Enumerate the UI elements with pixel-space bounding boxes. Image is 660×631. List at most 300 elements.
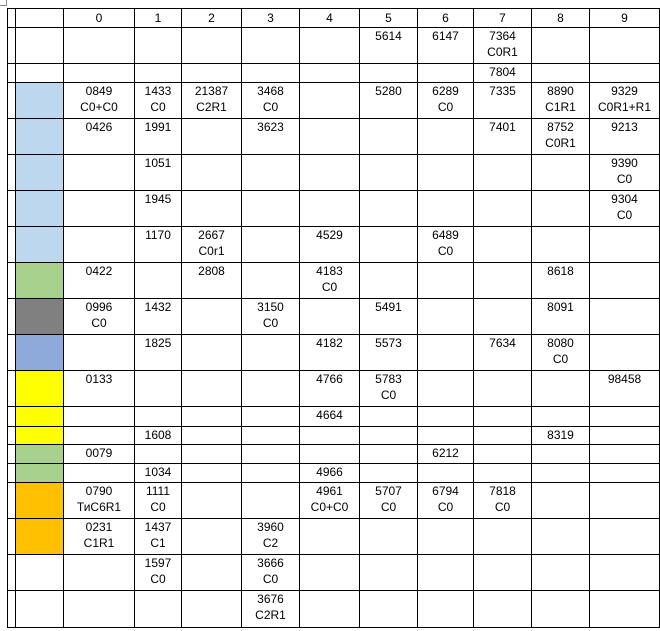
cell-value: 3468 — [257, 84, 284, 98]
table-row — [8, 191, 660, 227]
row-spacer-cell — [8, 155, 16, 191]
table-cell[interactable] — [300, 483, 360, 519]
table-cell[interactable] — [182, 591, 242, 628]
table-cell[interactable] — [590, 119, 660, 155]
table-cell[interactable] — [590, 28, 660, 64]
table-cell[interactable] — [182, 464, 242, 483]
table-cell[interactable] — [182, 483, 242, 519]
table-cell[interactable] — [300, 299, 360, 335]
cell-value: 3960 — [257, 520, 284, 534]
table-cell[interactable] — [418, 263, 474, 299]
table-cell[interactable] — [64, 28, 135, 64]
table-cell[interactable] — [135, 427, 182, 445]
table-cell[interactable] — [135, 155, 182, 191]
cell-value: 5707 — [375, 484, 402, 498]
table-cell[interactable] — [64, 464, 135, 483]
row-spacer-cell — [8, 299, 16, 335]
table-cell[interactable] — [418, 591, 474, 628]
table-cell[interactable] — [242, 335, 300, 371]
table-cell[interactable] — [532, 483, 590, 519]
table-row — [8, 371, 660, 407]
table-cell[interactable] — [418, 64, 474, 83]
table-cell[interactable] — [474, 483, 532, 519]
table-cell[interactable] — [182, 555, 242, 591]
cell-value: 2808 — [198, 264, 225, 278]
table-cell[interactable] — [360, 483, 418, 519]
cell-value: 1825 — [144, 336, 172, 350]
column-header: 2 — [182, 9, 242, 28]
table-cell[interactable] — [590, 335, 660, 371]
table-cell[interactable] — [418, 555, 474, 591]
table-cell[interactable] — [418, 155, 474, 191]
table-cell[interactable] — [64, 519, 135, 555]
cell-value: 5614 — [375, 29, 402, 43]
table-cell[interactable] — [474, 83, 532, 119]
table-cell[interactable] — [182, 519, 242, 555]
cell-value: 9304 — [611, 192, 638, 206]
table-cell[interactable] — [590, 83, 660, 119]
cell-value: 0790 — [85, 484, 113, 498]
cell-code: C0 — [91, 316, 107, 330]
cell-value: 9329 — [611, 84, 638, 98]
table-cell[interactable] — [135, 83, 182, 119]
table-cell[interactable] — [360, 83, 418, 119]
table-cell[interactable] — [64, 227, 135, 263]
table-cell[interactable] — [360, 263, 418, 299]
cell-value: 4961 — [316, 484, 343, 498]
cell-value: 7818 — [489, 484, 516, 498]
cell-code: C0 — [552, 352, 569, 366]
table-cell[interactable] — [590, 555, 660, 591]
cell-value: 0079 — [85, 446, 113, 460]
cell-value: 9390 — [611, 156, 638, 170]
cell-value: 7634 — [489, 336, 516, 350]
table-cell[interactable] — [242, 155, 300, 191]
cell-value: 6489 — [432, 228, 459, 242]
cell-value: 1597 — [144, 556, 172, 570]
table-cell[interactable] — [242, 519, 300, 555]
table-cell[interactable] — [135, 464, 182, 483]
cell-value: 1991 — [144, 120, 172, 134]
table-cell[interactable] — [64, 83, 135, 119]
table-cell[interactable] — [532, 191, 590, 227]
cell-value: 8319 — [547, 428, 574, 442]
table-row — [8, 483, 660, 519]
table-cell[interactable] — [182, 335, 242, 371]
cell-value: 5573 — [375, 336, 402, 350]
table-cell[interactable] — [532, 263, 590, 299]
table-cell[interactable] — [418, 191, 474, 227]
table-cell[interactable] — [590, 191, 660, 227]
table-row — [8, 519, 660, 555]
cell-code: C0R1 — [487, 45, 518, 59]
table-cell[interactable] — [182, 155, 242, 191]
table-cell[interactable] — [360, 299, 418, 335]
table-cell[interactable] — [135, 335, 182, 371]
table-cell[interactable] — [360, 227, 418, 263]
table-cell[interactable] — [242, 555, 300, 591]
table-cell[interactable] — [242, 227, 300, 263]
table-cell[interactable] — [590, 299, 660, 335]
table-cell[interactable] — [474, 299, 532, 335]
table-cell[interactable] — [300, 28, 360, 64]
table-cell[interactable] — [135, 407, 182, 427]
row-spacer-cell — [8, 119, 16, 155]
table-cell[interactable] — [135, 299, 182, 335]
cell-value: 7401 — [489, 120, 516, 134]
table-cell[interactable] — [474, 227, 532, 263]
table-cell[interactable] — [360, 371, 418, 407]
table-cell[interactable] — [182, 371, 242, 407]
table-cell[interactable] — [532, 427, 590, 445]
table-cell[interactable] — [182, 28, 242, 64]
cell-value: 8618 — [547, 264, 574, 278]
table-cell[interactable] — [360, 519, 418, 555]
table-cell[interactable] — [300, 83, 360, 119]
table-cell[interactable] — [135, 227, 182, 263]
table-cell[interactable] — [135, 64, 182, 83]
cell-code: C0 — [616, 172, 633, 186]
cell-value: 4766 — [316, 372, 343, 386]
table-cell[interactable] — [64, 263, 135, 299]
table-cell[interactable] — [360, 119, 418, 155]
cell-code: C2 — [262, 536, 279, 550]
table-cell[interactable] — [532, 555, 590, 591]
table-cell[interactable] — [360, 64, 418, 83]
column-header: 8 — [532, 9, 590, 28]
table-cell[interactable] — [242, 591, 300, 628]
table-cell[interactable] — [360, 407, 418, 427]
table-cell[interactable] — [474, 464, 532, 483]
table-cell[interactable] — [64, 335, 135, 371]
header-row — [8, 9, 660, 28]
table-cell[interactable] — [418, 83, 474, 119]
cell-value: 5491 — [375, 300, 402, 314]
table-row — [8, 227, 660, 263]
row-color-swatch — [16, 407, 64, 427]
cell-value: 3676 — [257, 592, 284, 606]
table-cell[interactable] — [135, 555, 182, 591]
cell-value: 0422 — [85, 264, 113, 278]
table-cell[interactable] — [360, 464, 418, 483]
table-cell[interactable] — [64, 555, 135, 591]
table-cell[interactable] — [418, 371, 474, 407]
table-cell[interactable] — [135, 371, 182, 407]
table-cell[interactable] — [135, 519, 182, 555]
table-cell[interactable] — [418, 407, 474, 427]
table-cell[interactable] — [242, 483, 300, 519]
cell-code: C0 — [380, 500, 397, 514]
table-cell[interactable] — [300, 555, 360, 591]
table-cell[interactable] — [474, 119, 532, 155]
table-cell[interactable] — [474, 555, 532, 591]
table-cell[interactable] — [360, 28, 418, 64]
table-cell[interactable] — [135, 591, 182, 628]
cell-code: C0r1 — [198, 244, 225, 258]
cell-value: 4966 — [316, 465, 343, 479]
table-cell[interactable] — [532, 64, 590, 83]
table-cell[interactable] — [300, 445, 360, 464]
cell-code: C0 — [150, 572, 166, 586]
table-cell[interactable] — [532, 464, 590, 483]
table-cell[interactable] — [64, 119, 135, 155]
cell-value: 1433 — [144, 84, 172, 98]
table-cell[interactable] — [360, 555, 418, 591]
table-cell[interactable] — [182, 263, 242, 299]
table-cell[interactable] — [242, 83, 300, 119]
table-cell[interactable] — [532, 519, 590, 555]
table-cell[interactable] — [590, 464, 660, 483]
table-cell[interactable] — [64, 445, 135, 464]
cell-code: C0 — [150, 100, 166, 114]
table-cell[interactable] — [300, 371, 360, 407]
table-cell[interactable] — [532, 28, 590, 64]
table-cell[interactable] — [242, 371, 300, 407]
table-cell[interactable] — [300, 464, 360, 483]
table-cell[interactable] — [300, 227, 360, 263]
table-cell[interactable] — [64, 407, 135, 427]
column-header: 3 — [242, 9, 300, 28]
table-cell[interactable] — [242, 407, 300, 427]
table-cell[interactable] — [418, 464, 474, 483]
cell-value: 0849 — [85, 84, 113, 98]
table-cell[interactable] — [474, 407, 532, 427]
table-cell[interactable] — [242, 119, 300, 155]
cell-value: 7364 — [489, 29, 516, 43]
table-cell[interactable] — [590, 64, 660, 83]
row-spacer-cell — [8, 263, 16, 299]
table-cell[interactable] — [474, 445, 532, 464]
table-cell[interactable] — [64, 64, 135, 83]
cell-code: C0R1 — [545, 136, 576, 150]
table-cell[interactable] — [64, 483, 135, 519]
table-cell[interactable] — [474, 64, 532, 83]
table-cell[interactable] — [300, 407, 360, 427]
table-cell[interactable] — [418, 227, 474, 263]
table-cell[interactable] — [474, 519, 532, 555]
cell-value: 98458 — [607, 372, 642, 386]
cell-value: 2667 — [198, 228, 225, 242]
row-spacer-cell — [8, 191, 16, 227]
table-cell[interactable] — [182, 64, 242, 83]
table-cell[interactable] — [532, 445, 590, 464]
table-cell[interactable] — [182, 299, 242, 335]
table-row — [8, 119, 660, 155]
row-spacer-cell — [8, 64, 16, 83]
table-row — [8, 555, 660, 591]
table-cell[interactable] — [360, 155, 418, 191]
table-cell[interactable] — [242, 445, 300, 464]
table-row — [8, 263, 660, 299]
table-cell[interactable] — [182, 427, 242, 445]
cell-value: 0231 — [85, 520, 113, 534]
table-cell[interactable] — [418, 483, 474, 519]
table-cell[interactable] — [242, 427, 300, 445]
cell-code: C0 — [150, 500, 166, 514]
table-cell[interactable] — [474, 427, 532, 445]
table-cell[interactable] — [300, 427, 360, 445]
table-cell[interactable] — [418, 427, 474, 445]
cell-value: 6147 — [432, 29, 459, 43]
table-cell[interactable] — [418, 28, 474, 64]
table-cell[interactable] — [64, 191, 135, 227]
table-cell[interactable] — [300, 155, 360, 191]
cell-value: 1034 — [144, 465, 172, 479]
table-cell[interactable] — [418, 335, 474, 371]
row-color-swatch — [16, 555, 64, 591]
column-header: 1 — [135, 9, 182, 28]
table-cell[interactable] — [590, 445, 660, 464]
cell-value: 1170 — [145, 228, 171, 242]
cell-value: 1608 — [144, 428, 172, 442]
table-cell[interactable] — [590, 371, 660, 407]
table-cell[interactable] — [64, 427, 135, 445]
table-cell[interactable] — [64, 591, 135, 628]
cell-value: 4182 — [316, 336, 343, 350]
table-cell[interactable] — [182, 227, 242, 263]
row-spacer-cell — [8, 519, 16, 555]
table-cell[interactable] — [360, 427, 418, 445]
row-color-swatch — [16, 299, 64, 335]
row-spacer-cell — [8, 427, 16, 445]
table-cell[interactable] — [300, 591, 360, 628]
table-cell[interactable] — [64, 155, 135, 191]
cell-value: 8080 — [547, 336, 574, 350]
cell-value: 1945 — [144, 192, 172, 206]
table-cell[interactable] — [300, 335, 360, 371]
table-cell[interactable] — [590, 263, 660, 299]
row-color-swatch — [16, 28, 64, 64]
table-cell[interactable] — [532, 335, 590, 371]
table-cell[interactable] — [182, 407, 242, 427]
table-cell[interactable] — [532, 591, 590, 628]
cell-value: 3150 — [257, 300, 284, 314]
cell-code: C2R1 — [196, 100, 227, 114]
row-color-swatch — [16, 155, 64, 191]
table-cell[interactable] — [300, 119, 360, 155]
cell-value: 5280 — [375, 84, 402, 98]
table-cell[interactable] — [532, 155, 590, 191]
table-cell[interactable] — [182, 191, 242, 227]
row-color-swatch — [16, 464, 64, 483]
table-cell[interactable] — [418, 299, 474, 335]
row-spacer-cell — [8, 371, 16, 407]
table-cell[interactable] — [242, 191, 300, 227]
table-cell[interactable] — [135, 119, 182, 155]
table-cell[interactable] — [590, 519, 660, 555]
cell-code: C0+C0 — [80, 100, 118, 114]
table-cell[interactable] — [182, 445, 242, 464]
table-cell[interactable] — [64, 299, 135, 335]
table-cell[interactable] — [242, 299, 300, 335]
table-cell[interactable] — [242, 263, 300, 299]
cell-value: 1437 — [144, 520, 172, 534]
row-color-swatch — [16, 371, 64, 407]
table-cell[interactable] — [135, 483, 182, 519]
table-cell[interactable] — [182, 119, 242, 155]
table-cell[interactable] — [474, 591, 532, 628]
table-row — [8, 407, 660, 427]
table-cell[interactable] — [300, 64, 360, 83]
table-cell[interactable] — [474, 371, 532, 407]
table-cell[interactable] — [532, 407, 590, 427]
table-cell[interactable] — [135, 28, 182, 64]
row-color-swatch — [16, 83, 64, 119]
table-cell[interactable] — [360, 335, 418, 371]
table-cell[interactable] — [474, 155, 532, 191]
cell-value: 1051 — [144, 156, 172, 170]
table-cell[interactable] — [474, 191, 532, 227]
table-cell[interactable] — [532, 299, 590, 335]
table-row — [8, 299, 660, 335]
table-cell[interactable] — [418, 119, 474, 155]
table-cell[interactable] — [64, 371, 135, 407]
table-cell[interactable] — [590, 483, 660, 519]
cell-value: 3623 — [257, 120, 284, 134]
table-cell[interactable] — [532, 119, 590, 155]
cell-code: C0 — [262, 100, 279, 114]
table-cell[interactable] — [590, 427, 660, 445]
table-cell[interactable] — [590, 227, 660, 263]
table-cell[interactable] — [360, 191, 418, 227]
cell-value: 0133 — [85, 372, 113, 386]
table-cell[interactable] — [360, 445, 418, 464]
table-cell[interactable] — [590, 407, 660, 427]
table-cell[interactable] — [182, 83, 242, 119]
cell-code: C1R1 — [545, 100, 576, 114]
column-header: 6 — [418, 9, 474, 28]
cell-value: 7335 — [489, 84, 516, 98]
table-cell[interactable] — [590, 591, 660, 628]
row-spacer-cell — [8, 335, 16, 371]
cell-value: 1111 — [145, 484, 171, 498]
table-cell[interactable] — [300, 191, 360, 227]
table-cell[interactable] — [474, 28, 532, 64]
table-cell[interactable] — [135, 263, 182, 299]
table-cell[interactable] — [532, 83, 590, 119]
table-cell[interactable] — [242, 28, 300, 64]
table-cell[interactable] — [242, 64, 300, 83]
table-cell[interactable] — [135, 191, 182, 227]
cell-code: C0 — [262, 316, 279, 330]
cell-code: C0 — [437, 100, 454, 114]
table-cell[interactable] — [360, 591, 418, 628]
table-cell[interactable] — [532, 227, 590, 263]
cell-value: 4529 — [316, 228, 343, 242]
row-spacer-cell — [8, 407, 16, 427]
cell-value: 8091 — [547, 300, 574, 314]
table-cell[interactable] — [242, 464, 300, 483]
table-cell[interactable] — [590, 155, 660, 191]
cell-value: 8752 — [547, 120, 574, 134]
table-cell[interactable] — [532, 371, 590, 407]
row-color-swatch — [16, 227, 64, 263]
table-select-handle[interactable] — [0, 0, 7, 6]
table-cell[interactable] — [418, 519, 474, 555]
column-header: 7 — [474, 9, 532, 28]
table-cell[interactable] — [474, 263, 532, 299]
table-cell[interactable] — [418, 445, 474, 464]
table-row — [8, 335, 660, 371]
cell-value: 6794 — [432, 484, 459, 498]
cell-code: C1 — [150, 536, 166, 550]
table-cell[interactable] — [474, 335, 532, 371]
column-header: 9 — [590, 9, 660, 28]
table-cell[interactable] — [300, 263, 360, 299]
table-cell[interactable] — [135, 445, 182, 464]
table-cell[interactable] — [300, 519, 360, 555]
table-row — [8, 83, 660, 119]
